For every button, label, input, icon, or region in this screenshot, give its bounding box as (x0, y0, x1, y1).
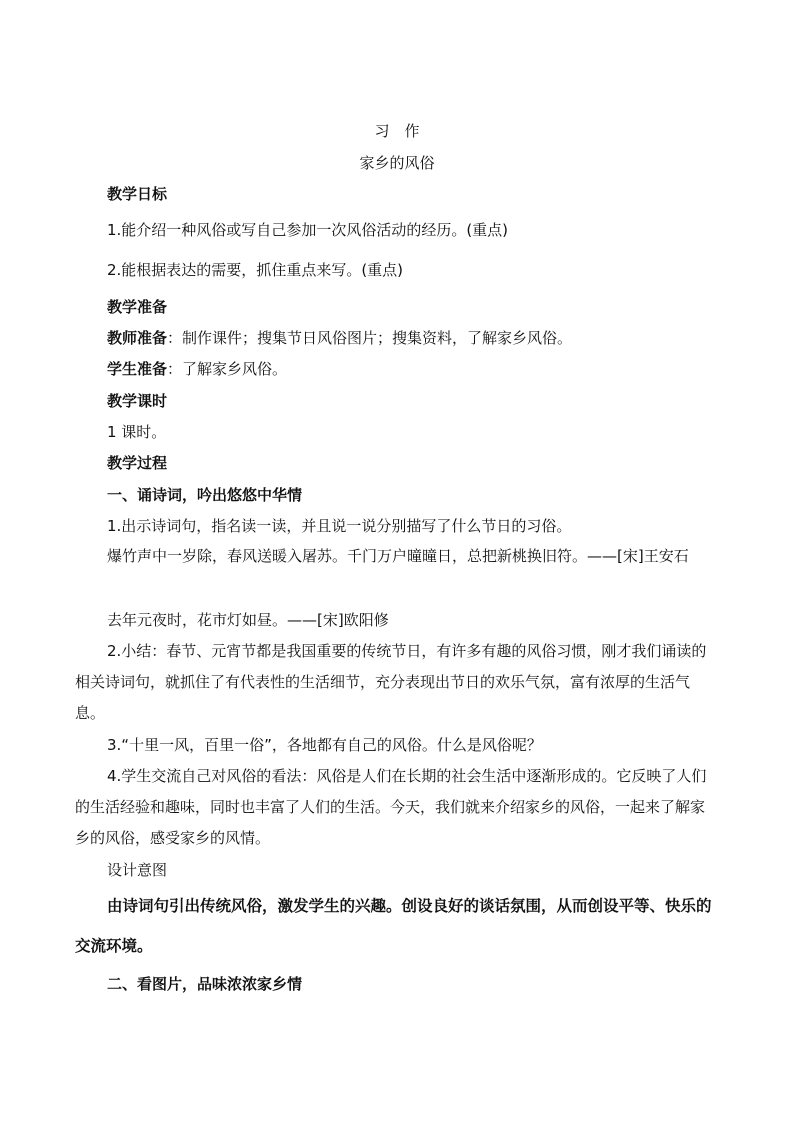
part2-heading: 二、看图片，品味浓浓家乡情 (107, 975, 303, 993)
student-prep-label: 学生准备 (107, 360, 168, 378)
paragraph-1: 1.出示诗词句，指名读一读，并且说一说分别描写了什么节日的习俗。 (107, 517, 572, 535)
hours-text: 1 课时。 (107, 423, 167, 441)
goal-1: 1.能介绍一种风俗或写自己参加一次风俗活动的经历。(重点) (107, 221, 509, 239)
part1-heading: 一、诵诗词，吟出悠悠中华情 (107, 486, 303, 504)
design-text: 由诗词句引出传统风俗，激发学生的兴趣。创设良好的谈话氛围，从而创设平等、快乐的交流环境。 (75, 897, 712, 955)
paragraph-3: 去年元夜时，花市灯如昼。——[宋]欧阳修 (107, 611, 389, 629)
student-prep (107, 359, 719, 379)
goals-heading: 教学日标 (107, 185, 168, 203)
hours-heading: 教学课时 (107, 392, 168, 410)
prep-heading: 教学准备 (107, 298, 168, 316)
paragraph-2: 爆竹声中一岁除，春风送暖入屠苏。千门万户曈曈日，总把新桃换旧符。——[宋]王安石 (107, 547, 689, 565)
student-prep-text: ：了解家乡风俗。 (167, 360, 288, 378)
teacher-prep-text: ：制作课件；搜集节日风俗图片；搜集资料，了解家乡风俗。 (167, 329, 573, 347)
design-heading: 设计意图 (107, 861, 168, 879)
process-heading: 教学过程 (107, 454, 168, 472)
document-title: 习 作 (374, 122, 420, 140)
paragraph-6: 4.学生交流自己对风俗的看法：风俗是人们在长期的社会生活中逐渐形成的。它反映了人们的生活经验和趣味，同时也丰富了人们的生活。今天，我们就来介绍家乡的风俗，一起来了解家乡的风俗，感受家乡的风情。 (75, 767, 707, 847)
paragraph-5: 3.“十里一风，百里一俗”，各地都有自己的风俗。什么是风俗呢？ (107, 736, 542, 754)
goal-2: 2.能根据表达的需要，抓住重点来写。(重点) (107, 261, 404, 279)
document-subtitle: 家乡的风俗 (359, 154, 435, 172)
paragraph-4: 2.小结：春节、元宵节都是我国重要的传统节日，有许多有趣的风俗习惯，刚才我们诵读的相关诗词句，就抓住了有代表性的生活细节，充分表现出节日的欢乐气氛，富有浓厚的生活气息。 (75, 642, 707, 722)
teacher-prep-label: 教师准备 (107, 329, 168, 347)
teacher-prep (107, 328, 719, 348)
